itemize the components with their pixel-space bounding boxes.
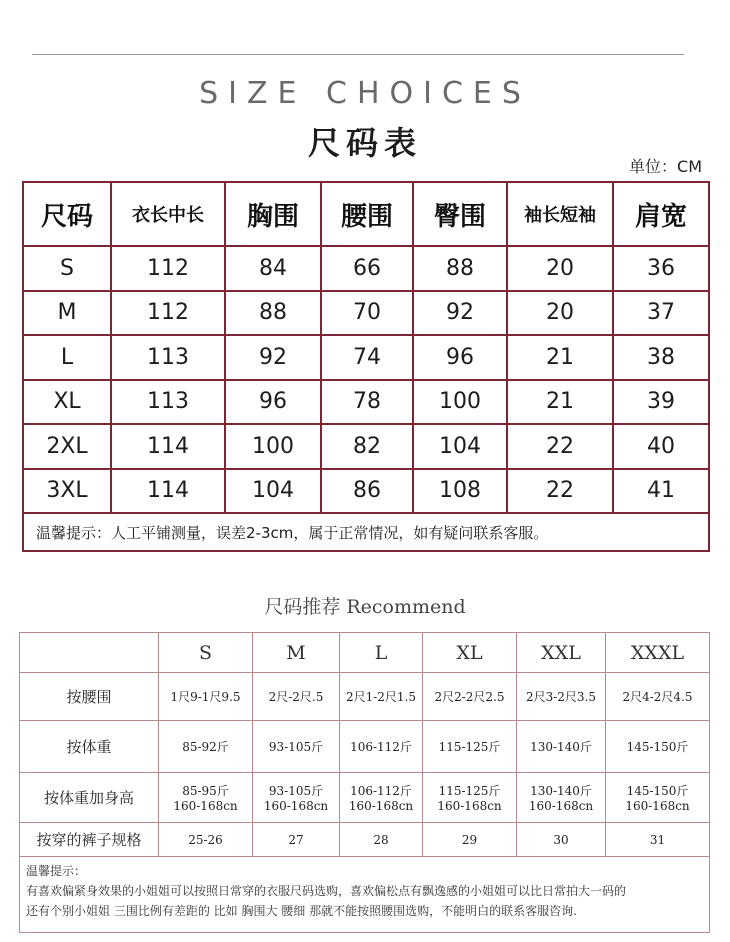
recommend-cell — [517, 721, 606, 773]
rec-size-s: S — [159, 633, 253, 673]
recommend-cell — [253, 721, 340, 773]
recommend-row — [20, 823, 710, 857]
recommend-cell — [159, 823, 253, 857]
recommend-cell-line: 160-168cn — [528, 799, 594, 813]
rec-size-m: M — [253, 633, 340, 673]
measurement-cell: 108 — [413, 469, 507, 514]
recommend-cell — [423, 773, 517, 823]
measurement-cell: 22 — [507, 424, 613, 468]
measurement-cell: 21 — [507, 335, 613, 379]
measurement-cell: 21 — [507, 380, 613, 424]
measurement-cell: 82 — [321, 424, 413, 468]
recommend-cell — [159, 773, 253, 823]
measurement-cell: 41 — [613, 469, 709, 514]
recommend-cell — [253, 773, 340, 823]
recommend-cell-line: 2尺4-2尺4.5 — [622, 690, 693, 704]
tip-line: 有喜欢偏紧身效果的小姐姐可以按照日常穿的衣服尺码选购，喜欢偏松点有飘逸感的小姐姐可以比日常拍大一码的 — [26, 884, 627, 898]
recommend-cell — [517, 773, 606, 823]
header-shoulder: 肩宽 — [613, 182, 709, 246]
recommend-cell — [423, 673, 517, 721]
measurement-cell: 20 — [507, 246, 613, 290]
rec-size-l: L — [340, 633, 423, 673]
size-label-cell: S — [23, 246, 111, 290]
recommend-cell-line: 28 — [373, 832, 389, 847]
measurement-cell: 100 — [225, 424, 321, 468]
measurement-cell: 92 — [225, 335, 321, 379]
recommend-cell — [606, 823, 710, 857]
size-table — [22, 181, 710, 552]
recommend-cell-line: 115-125斤 — [438, 740, 501, 754]
recommend-cell-line: 2尺2-2尺2.5 — [434, 690, 505, 704]
header-sleeve: 袖长短袖 — [507, 182, 613, 246]
rec-size-xl: XL — [423, 633, 517, 673]
recommend-cell-line: 29 — [461, 832, 478, 847]
header-hip: 臀围 — [413, 182, 507, 246]
header-chest: 胸围 — [225, 182, 321, 246]
size-row — [23, 335, 709, 379]
recommend-cell — [159, 721, 253, 773]
recommend-cell-line: 93-105斤 — [268, 740, 324, 754]
measurement-cell: 112 — [111, 246, 225, 290]
rec-size-xxxl: XXXL — [606, 633, 710, 673]
recommend-cell-line: 160-168cn — [348, 799, 414, 813]
recommend-cell-line: 2尺-2尺.5 — [268, 690, 324, 704]
size-label-cell: 3XL — [23, 469, 111, 514]
size-label-cell: 2XL — [23, 424, 111, 468]
measurement-cell: 92 — [413, 291, 507, 335]
title-chinese: 尺码表 — [307, 124, 422, 162]
recommend-cell — [159, 673, 253, 721]
recommend-row — [20, 721, 710, 773]
recommend-cell-line: 106-112斤 — [350, 740, 412, 754]
recommend-tip-row — [20, 857, 710, 933]
measurement-cell: 38 — [613, 335, 709, 379]
size-label-cell: L — [23, 335, 111, 379]
header-waist: 腰围 — [321, 182, 413, 246]
measurement-cell: 37 — [613, 291, 709, 335]
recommend-header-row — [20, 633, 710, 673]
recommend-table — [19, 632, 710, 933]
size-row — [23, 291, 709, 335]
recommend-cell-line: 2尺3-2尺3.5 — [525, 690, 597, 704]
measurement-cell: 96 — [225, 380, 321, 424]
recommend-cell-line: 115-125斤 — [438, 784, 501, 798]
recommend-cell-line: 145-150斤 — [626, 740, 689, 754]
recommend-cell — [253, 823, 340, 857]
measurement-cell: 78 — [321, 380, 413, 424]
recommend-cell — [517, 673, 606, 721]
recommend-row — [20, 773, 710, 823]
recommend-cell-line: 160-168cn — [437, 799, 502, 813]
size-table-note-row — [23, 513, 709, 551]
recommend-cell — [340, 673, 423, 721]
recommend-cell — [253, 673, 340, 721]
recommend-cell — [340, 721, 423, 773]
measurement-cell: 88 — [413, 246, 507, 290]
recommend-cell — [606, 773, 710, 823]
measurement-cell: 104 — [413, 424, 507, 468]
measurement-cell: 36 — [613, 246, 709, 290]
measurement-cell: 112 — [111, 291, 225, 335]
recommend-cell-line: 130-140斤 — [530, 784, 592, 798]
recommend-cell-line: 25-26 — [188, 832, 223, 847]
measurement-cell: 114 — [111, 424, 225, 468]
recommend-cell-line: 145-150斤 — [626, 784, 689, 798]
recommend-cell-line: 31 — [649, 832, 666, 847]
recommend-cell-line: 160-168cn — [625, 799, 690, 813]
measurement-cell: 40 — [613, 424, 709, 468]
size-table-header-row — [23, 182, 709, 246]
size-row — [23, 380, 709, 424]
measurement-cell: 88 — [225, 291, 321, 335]
recommend-row-label: 按腰围 — [20, 673, 159, 721]
recommend-cell-line: 160-168cn — [173, 799, 238, 813]
size-row — [23, 469, 709, 514]
recommend-cell-line: 160-168cn — [263, 799, 329, 813]
measurement-cell: 74 — [321, 335, 413, 379]
measurement-cell: 104 — [225, 469, 321, 514]
measurement-cell: 113 — [111, 380, 225, 424]
recommend-cell-line: 2尺1-2尺1.5 — [345, 690, 417, 704]
recommend-title: 尺码推荐 Recommend — [264, 596, 466, 618]
tip-line: 温馨提示： — [26, 864, 87, 878]
header-length: 衣长中长 — [111, 182, 225, 246]
measurement-note: 温馨提示：人工平铺测量，误差2-3cm，属于正常情况，如有疑问联系客服。 — [23, 513, 709, 551]
recommend-row-label: 按体重加身高 — [20, 773, 159, 823]
recommend-cell — [606, 721, 710, 773]
measurement-cell: 20 — [507, 291, 613, 335]
recommend-cell-line: 1尺9-1尺9.5 — [170, 690, 241, 704]
measurement-cell: 113 — [111, 335, 225, 379]
recommend-cell-line: 85-92斤 — [182, 740, 229, 754]
header-size: 尺码 — [23, 182, 111, 246]
measurement-cell: 100 — [413, 380, 507, 424]
size-row — [23, 424, 709, 468]
top-divider — [32, 54, 684, 55]
tip-line: 还有个别小姐姐 三围比例有差距的 比如 胸围大 腰细 那就不能按照腰围选购，不能明白的联系客服咨询. — [26, 904, 577, 918]
recommend-cell — [423, 721, 517, 773]
recommend-cell-line: 27 — [288, 832, 304, 847]
measurement-cell: 22 — [507, 469, 613, 514]
measurement-cell: 70 — [321, 291, 413, 335]
recommend-corner-cell — [20, 633, 159, 673]
recommend-cell-line: 85-95斤 — [182, 784, 229, 798]
recommend-cell — [423, 823, 517, 857]
size-label-cell: M — [23, 291, 111, 335]
recommend-cell — [340, 773, 423, 823]
measurement-cell: 114 — [111, 469, 225, 514]
recommend-cell-line: 93-105斤 — [268, 784, 324, 798]
recommend-cell-line: 30 — [553, 832, 569, 847]
recommend-cell-line: 106-112斤 — [350, 784, 412, 798]
recommend-row — [20, 673, 710, 721]
size-row — [23, 246, 709, 290]
measurement-cell: 86 — [321, 469, 413, 514]
measurement-cell: 84 — [225, 246, 321, 290]
measurement-cell: 39 — [613, 380, 709, 424]
recommend-cell-line: 130-140斤 — [530, 740, 592, 754]
recommend-row-label: 按体重 — [20, 721, 159, 773]
measurement-cell: 66 — [321, 246, 413, 290]
rec-size-xxl: XXL — [517, 633, 606, 673]
recommend-row-label: 按穿的裤子规格 — [20, 823, 159, 857]
recommend-cell — [606, 673, 710, 721]
recommend-tip — [20, 857, 710, 933]
size-label-cell: XL — [23, 380, 111, 424]
recommend-cell — [517, 823, 606, 857]
unit-label: 单位：CM — [629, 157, 702, 176]
measurement-cell: 96 — [413, 335, 507, 379]
recommend-cell — [340, 823, 423, 857]
title-english: SIZE CHOICES — [199, 76, 531, 111]
